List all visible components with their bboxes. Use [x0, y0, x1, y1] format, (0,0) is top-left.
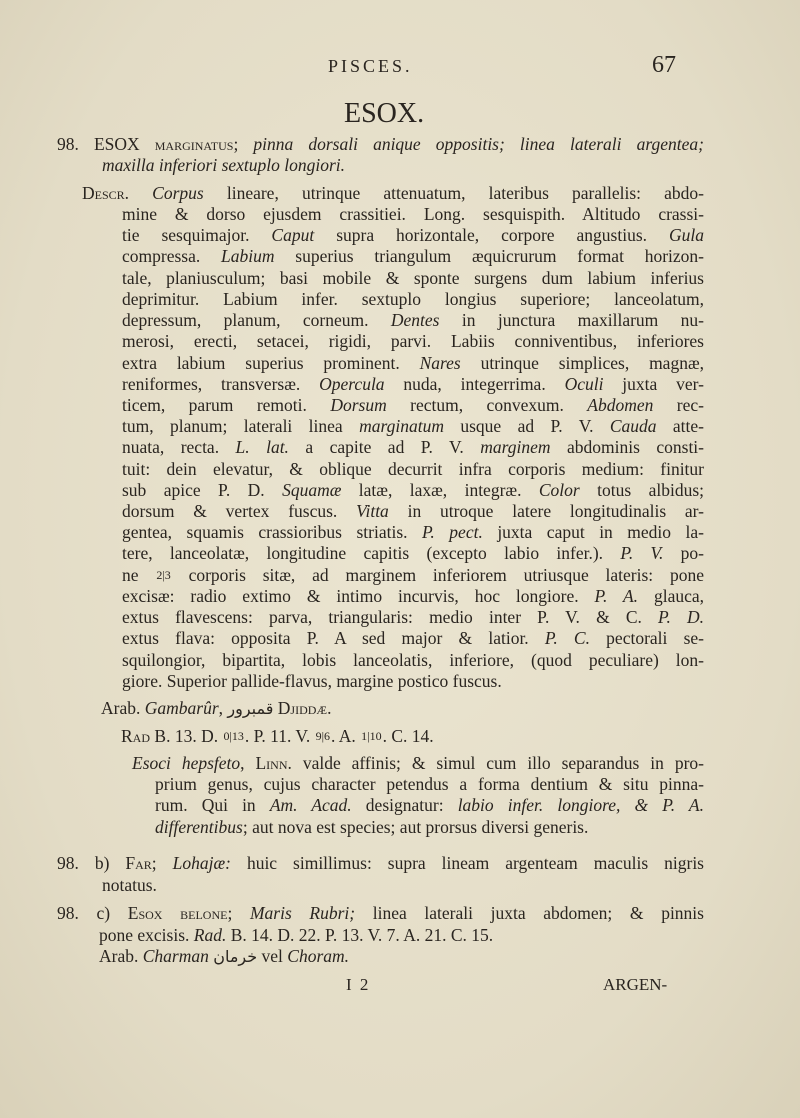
text-line [121, 726, 434, 747]
text-segment: Labium [221, 246, 275, 266]
text-segment: extus flavescens: parva, triangularis: medio inter P. V. & C. [122, 607, 659, 627]
text-line [99, 946, 349, 967]
text-segment: reniformes, transversæ. [122, 374, 320, 394]
text-segment: utrinque simplices, magnæ, [460, 353, 704, 373]
text-segment: gentea, squamis crassioribus striatis. [122, 522, 422, 542]
text-segment: mine & dorso ejusdem crassitiei. Long. sesquispith. Altitudo crassi- [122, 204, 704, 224]
text-segment: P. V. [620, 543, 664, 563]
text-segment: tie sesquimajor. [122, 225, 272, 245]
text-segment: a capite ad P. V. [288, 437, 481, 457]
text-line [132, 753, 704, 774]
text-segment: Abdomen [587, 395, 654, 415]
text-line [57, 134, 704, 155]
text-segment: pinna dorsali anique oppositis; linea laterali argentea; [253, 134, 704, 154]
text-segment: . C. 14. [382, 726, 434, 746]
text-segment: linea laterali juxta abdomen; & pinnis [355, 903, 704, 923]
text-segment: Nares [419, 353, 461, 373]
text-line [122, 607, 704, 628]
text-segment: corporis sitæ, ad marginem inferiorem utriusque lateris: pone [171, 565, 704, 585]
text-segment: Rad. [193, 925, 227, 945]
text-segment: Lohajæ: [172, 853, 231, 873]
text-line [122, 459, 704, 480]
text-segment: . P. 11. V. [244, 726, 315, 746]
text-segment: maxilla inferiori sextuplo longiori. [102, 155, 346, 175]
text-line [122, 628, 704, 649]
text-segment: atte- [656, 416, 704, 436]
text-segment: extus flava: opposita P. A sed major & latior. [122, 628, 545, 648]
text-segment: rectum, convexum. [386, 395, 588, 415]
text-segment: Caput [271, 225, 315, 245]
text-segment: in junctura maxillarum nu- [439, 310, 705, 330]
text-segment: D [273, 698, 291, 718]
text-segment: nuata, recta. [122, 437, 236, 457]
text-segment: sub apice P. D. [122, 480, 283, 500]
text-segment: 98. b) [57, 853, 126, 873]
text-segment: depressum, planum, corneum. [122, 310, 391, 330]
text-segment: compressa. [122, 246, 222, 266]
catchword: ARGEN- [603, 975, 668, 994]
text-segment: latæ, laxæ, integræ. [341, 480, 539, 500]
text-segment: extra labium superius prominent. [122, 353, 420, 373]
text-line [122, 289, 704, 310]
running-title: PISCES. [328, 56, 413, 76]
fraction: 2|3 [156, 568, 171, 582]
text-segment: pectorali se- [589, 628, 704, 648]
text-segment: lineare, utrinque attenuatum, lateribus parallelis: abdo- [203, 183, 705, 203]
text-line [122, 416, 704, 437]
text-line [122, 480, 704, 501]
text-segment: labio infer. longiore, & P. A. [457, 795, 704, 815]
text-segment: deprimitur. Labium infer. sextuplo longius superiore; lanceolatum, [122, 289, 704, 309]
text-segment: in utroque latere longitudinalis ar- [388, 501, 704, 521]
text-segment: juxta ver- [603, 374, 704, 394]
text-segment: designatur: [351, 795, 458, 815]
text-line [155, 795, 704, 816]
text-segment: . A. [330, 726, 361, 746]
text-segment: P. D. [658, 607, 704, 627]
text-line [122, 204, 704, 225]
text-segment: Corpus [152, 183, 204, 203]
text-segment: . [327, 698, 332, 718]
text-segment: ticem, parum remoti. [122, 395, 331, 415]
text-segment: Gula [669, 225, 704, 245]
text-segment: rec- [653, 395, 704, 415]
text-segment: ; [151, 853, 173, 873]
text-segment: tere, lanceolatæ, longitudine capitis (excepto labio infer.). [122, 543, 621, 563]
text-segment: marginatus [154, 134, 234, 154]
text-segment: Linn [255, 753, 288, 773]
text-line [122, 501, 704, 522]
text-segment: differentibus [155, 817, 243, 837]
text-segment: ; [227, 903, 250, 923]
text-segment: notatus. [102, 875, 157, 895]
text-segment: ne [122, 565, 156, 585]
fraction: 0|13 [223, 729, 244, 743]
text-segment: 98. ESOX [57, 134, 155, 154]
text-segment [129, 183, 152, 203]
text-segment: Maris Rubri; [249, 903, 356, 923]
text-line [122, 671, 502, 692]
text-line [122, 650, 704, 671]
text-segment: P. pect. [422, 522, 483, 542]
text-line [57, 903, 704, 924]
text-line [122, 331, 704, 352]
text-segment: Far [125, 853, 152, 873]
text-segment: Arab. [99, 946, 143, 966]
text-line [122, 395, 704, 416]
signature-mark: I 2 [346, 975, 371, 994]
text-line [122, 268, 704, 289]
text-segment: ; aut nova est species; aut prorsus diversi generis. [242, 817, 589, 837]
text-segment: excisæ: radio extimo & intimo incurvis, hoc longiore. [122, 586, 595, 606]
text-line [155, 817, 588, 838]
text-segment: Color [538, 480, 580, 500]
text-segment: Gambarûr [144, 698, 219, 718]
text-line [155, 774, 704, 795]
fraction: 9|6 [315, 729, 330, 743]
text-segment: B. 13. D. [150, 726, 223, 746]
text-segment: Rad [121, 726, 151, 746]
text-segment: Vitta [356, 501, 389, 521]
text-segment: po- [663, 543, 704, 563]
text-segment: abdominis consti- [550, 437, 705, 457]
text-line [101, 698, 331, 719]
text-segment: L. lat. [235, 437, 289, 457]
text-line [122, 565, 704, 586]
arabic-name: قمبرور [227, 699, 274, 718]
text-line [102, 155, 345, 176]
text-segment: giore. Superior pallide-flavus, margine postico fuscus. [122, 671, 502, 691]
text-line [57, 853, 704, 874]
text-line [122, 353, 704, 374]
genus-heading: ESOX. [344, 98, 425, 129]
text-segment: rum. Qui in [155, 795, 270, 815]
text-segment: Esox belone [127, 903, 228, 923]
fraction: 1|10 [361, 729, 382, 743]
text-segment: Squamæ [282, 480, 342, 500]
text-segment: Dentes [390, 310, 440, 330]
text-segment: P. C. [544, 628, 590, 648]
text-segment: juxta caput in medio la- [482, 522, 704, 542]
text-line [122, 543, 704, 564]
text-line [82, 183, 704, 204]
text-segment: pone excisis. [99, 925, 194, 945]
text-segment: prium genus, cujus character petendus a forma dentium & situ pinna- [155, 774, 704, 794]
text-segment: Opercula [319, 374, 385, 394]
text-segment: Dorsum [330, 395, 387, 415]
text-segment: marginatum [359, 416, 444, 436]
text-line [122, 586, 704, 607]
text-line [99, 925, 493, 946]
text-segment: tuit: dein elevatur, & oblique decurrit infra corporis medium: finitur [122, 459, 704, 479]
text-line [122, 310, 704, 331]
text-segment: supra horizontale, corpore angustius. [314, 225, 669, 245]
text-segment: tale, planiusculum; basi mobile & sponte surgens dum labium inferius [122, 268, 704, 288]
text-segment: jiddæ [290, 698, 328, 718]
text-segment: vel [257, 946, 288, 966]
text-line [122, 437, 704, 458]
text-line [122, 225, 704, 246]
text-segment: , [240, 753, 256, 773]
text-segment: P. A. [594, 586, 639, 606]
text-segment: dorsum & vertex fuscus. [122, 501, 357, 521]
text-segment: 98. c) [57, 903, 128, 923]
text-segment: glauca, [638, 586, 705, 606]
text-segment: Oculi [564, 374, 604, 394]
text-segment: huic simillimus: supra lineam argenteam maculis nigris [230, 853, 704, 873]
text-segment: , [218, 698, 228, 718]
text-segment: ; [233, 134, 254, 154]
text-segment: tum, planum; laterali linea [122, 416, 360, 436]
text-segment: Arab. [101, 698, 145, 718]
text-segment: Choram. [287, 946, 350, 966]
text-segment: merosi, erecti, setacei, rigidi, parvi. Labiis conniventibus, inferiores [122, 331, 704, 351]
page-number: 67 [652, 52, 676, 78]
text-segment: superius triangulum æquicrurum format horizon- [274, 246, 704, 266]
text-segment: Cauda [609, 416, 657, 436]
text-line [102, 875, 157, 896]
text-line [122, 522, 704, 543]
text-segment: Am. Acad. [269, 795, 352, 815]
arabic-name: خرمان [213, 947, 258, 966]
text-segment: marginem [480, 437, 551, 457]
text-segment: . valde affinis; & simul cum illo separandus in pro- [287, 753, 704, 773]
text-segment: Charman [142, 946, 209, 966]
text-segment: nuda, integerrima. [384, 374, 565, 394]
text-segment: usque ad P. V. [443, 416, 610, 436]
text-segment: Descr. [82, 183, 130, 203]
text-line [122, 246, 704, 267]
text-segment: B. 14. D. 22. P. 13. V. 7. A. 21. C. 15. [226, 925, 494, 945]
text-segment: squilongior, bipartita, lobis lanceolatis, inferiore, (quod peculiare) lon- [122, 650, 704, 670]
text-segment: totus albidus; [579, 480, 704, 500]
text-line [122, 374, 704, 395]
text-segment: Esoci hepsfeto [132, 753, 241, 773]
